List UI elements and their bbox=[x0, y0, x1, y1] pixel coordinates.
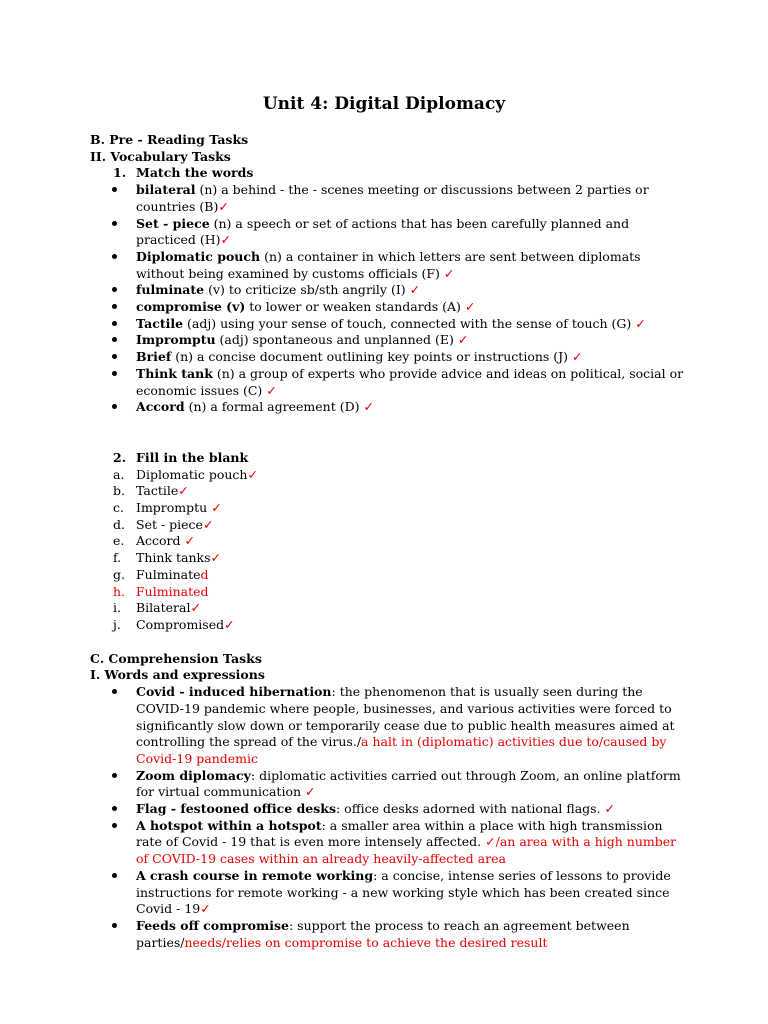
document-body bbox=[90, 132, 690, 951]
fill-item: f. Think tanks✓ bbox=[113, 550, 221, 566]
bullet-icon bbox=[112, 873, 117, 878]
expression-item: A hotspot within a hotspot: a smaller area within a place with high transmission rate of Covid - 19 that is even more intensely affected. ✓/an area with a high number of COVID-19 cases within an already heavily-affected area bbox=[90, 818, 690, 868]
fill-item: j. Compromised✓ bbox=[113, 616, 235, 632]
expression-item: A crash course in remote working: a concise, intense series of lessons to provide instructions for remote working - a new working style which has been created since Covid - 19✓ bbox=[90, 868, 690, 918]
fill-item: a. Diplomatic pouch✓ bbox=[113, 466, 258, 482]
fill-item: g. Fulminated bbox=[113, 566, 209, 582]
check-icon: ✓ bbox=[409, 282, 421, 298]
bullet-icon bbox=[112, 221, 117, 226]
expression-item: Covid - induced hibernation: the phenomenon that is usually seen during the COVID-19 pandemic where people, businesses, and various activities were forced to significantly slow down or temporarily cease due to public health measures aimed at controlling the spread of the virus./a halt in (diplomatic) activities due to/caused by Covid-19 pandemic bbox=[90, 684, 690, 768]
vocab-item: Accord (n) a formal agreement (D) ✓ bbox=[90, 399, 690, 416]
teacher-correction: needs/relies on compromise to achieve the desired result bbox=[184, 934, 548, 950]
vocab-item: fulminate (v) to criticize sb/sth angrily (I) ✓ bbox=[90, 282, 690, 299]
bullet-icon bbox=[112, 773, 117, 778]
check-icon: ✓ bbox=[211, 500, 222, 516]
vocab-item: bilateral (n) a behind - the - scenes meeting or discussions between 2 parties or countries (B)✓ bbox=[90, 182, 690, 215]
vocab-item: Set - piece (n) a speech or set of actions that has been carefully planned and practiced (H)✓ bbox=[90, 216, 690, 249]
bullet-icon bbox=[112, 337, 117, 342]
bullet-icon bbox=[112, 923, 117, 928]
section-c-heading: C. Comprehension Tasks bbox=[90, 650, 262, 666]
fill-item: i. Bilateral✓ bbox=[113, 600, 201, 616]
vocab-item: Brief (n) a concise document outlining key points or instructions (J) ✓ bbox=[90, 349, 690, 366]
check-icon: ✓ bbox=[202, 516, 214, 532]
bullet-icon bbox=[112, 806, 117, 811]
fill-item-correction: h. Fulminated bbox=[113, 583, 209, 599]
bullet-icon bbox=[112, 254, 117, 259]
fill-item: e. Accord ✓ bbox=[113, 533, 195, 549]
teacher-correction: a halt in (diplomatic) activities due to/caused by Covid-19 pandemic bbox=[136, 734, 667, 766]
vocab-list bbox=[90, 182, 690, 416]
bullet-icon bbox=[112, 354, 117, 359]
task2-heading: 2. Fill in the blank bbox=[113, 449, 249, 465]
bullet-icon bbox=[112, 689, 117, 694]
bullet-icon bbox=[112, 187, 117, 192]
check-icon: ✓ bbox=[266, 382, 277, 398]
bullet-icon bbox=[112, 321, 117, 326]
vocab-item: Tactile (adj) using your sense of touch, connected with the sense of touch (G) ✓ bbox=[90, 316, 690, 333]
check-icon: ✓ bbox=[184, 533, 195, 549]
check-icon: ✓ bbox=[218, 198, 229, 214]
check-icon: ✓ bbox=[178, 483, 189, 499]
expression-item: Flag - festooned office desks: office desks adorned with national flags. ✓ bbox=[90, 801, 690, 818]
bullet-icon bbox=[112, 404, 117, 409]
fill-item: b. Tactile✓ bbox=[113, 483, 189, 499]
bullet-icon bbox=[112, 371, 117, 376]
check-icon: ✓ bbox=[635, 315, 646, 331]
task1-heading: 1. Match the words bbox=[113, 165, 254, 181]
check-icon: ✓ bbox=[247, 466, 258, 482]
check-icon: ✓ bbox=[604, 801, 616, 817]
page-title: Unit 4: Digital Diplomacy bbox=[262, 94, 506, 114]
check-icon: ✓ bbox=[224, 616, 235, 632]
section-b-heading: B. Pre - Reading Tasks bbox=[90, 132, 249, 147]
check-icon: ✓ bbox=[485, 834, 496, 850]
fill-item: d. Set - piece✓ bbox=[113, 516, 214, 532]
expression-item: Feeds off compromise: support the process to reach an agreement between parties/needs/relies on compromise to achieve the desired result bbox=[90, 918, 690, 951]
expressions-list bbox=[90, 684, 690, 951]
check-icon: ✓ bbox=[220, 232, 231, 248]
teacher-correction: /an area with a high number of COVID-19 cases within an already heavily-affected area bbox=[136, 834, 677, 867]
fill-list bbox=[90, 467, 690, 634]
section-c-subheading: I. Words and expressions bbox=[90, 667, 265, 683]
vocab-item: Impromptu (adj) spontaneous and unplanned (E) ✓ bbox=[90, 332, 690, 349]
vocab-item: compromise (v) to lower or weaken standards (A) ✓ bbox=[90, 299, 690, 316]
check-icon: ✓ bbox=[363, 399, 374, 415]
check-icon: ✓ bbox=[200, 901, 211, 917]
bullet-icon bbox=[112, 287, 117, 292]
check-icon: ✓ bbox=[572, 349, 583, 365]
bullet-icon bbox=[112, 823, 117, 828]
vocab-item: Think tank (n) a group of experts who provide advice and ideas on political, social or economic issues (C) ✓ bbox=[90, 366, 690, 399]
check-icon: ✓ bbox=[464, 299, 476, 315]
fill-item: c. Impromptu ✓ bbox=[113, 500, 222, 516]
expression-item: Zoom diplomacy: diplomatic activities carried out through Zoom, an online platform for virtual communication ✓ bbox=[90, 768, 690, 801]
check-icon: ✓ bbox=[190, 600, 201, 616]
vocab-item: Diplomatic pouch (n) a container in which letters are sent between diplomats without being examined by customs officials (F) ✓ bbox=[90, 249, 690, 282]
check-icon: ✓ bbox=[443, 265, 455, 281]
check-icon: ✓ bbox=[210, 550, 221, 566]
bullet-icon bbox=[112, 304, 117, 309]
check-icon: ✓ bbox=[305, 784, 316, 800]
section-b-subheading: II. Vocabulary Tasks bbox=[90, 148, 231, 164]
check-icon: ✓ bbox=[457, 332, 469, 348]
